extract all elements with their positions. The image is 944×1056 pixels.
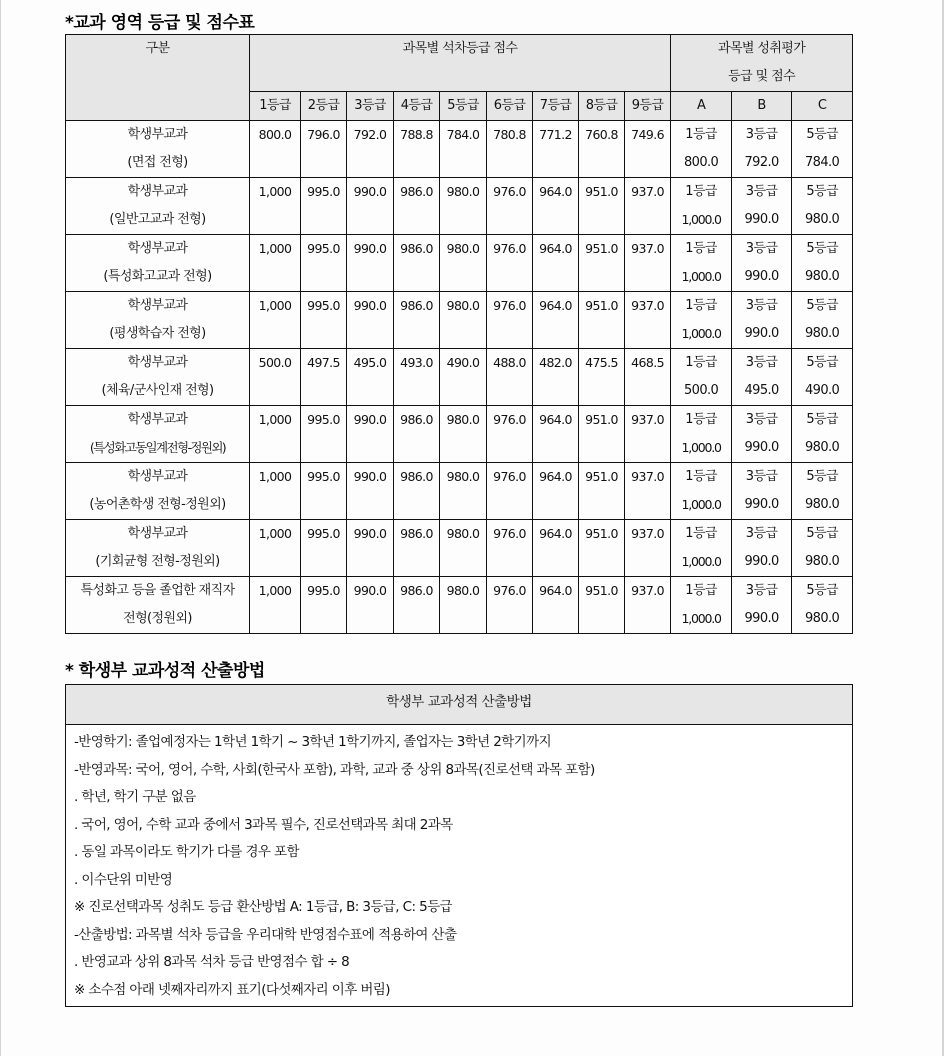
achievement-cell-a <box>671 463 732 520</box>
achievement-cell-a <box>671 349 732 406</box>
row-label1: 학생부교과 <box>127 241 188 256</box>
score-cell-grade-3: 792.0 <box>347 121 394 178</box>
score-cell-grade-4: 986.0 <box>394 235 440 292</box>
achievement-grade: 5등급 <box>806 412 838 427</box>
achievement-cell-c <box>792 463 853 520</box>
achievement-score: 990.0 <box>744 554 779 569</box>
row-label <box>66 406 250 463</box>
row-label2: (평생학습자 전형) <box>109 326 206 341</box>
header-achievement-c: C <box>792 92 853 121</box>
achievement-score: 980.0 <box>805 269 840 284</box>
achievement-grade: 5등급 <box>806 127 838 142</box>
row-label2: (특성화고동일계전형-정원외) <box>89 440 226 455</box>
method-line: ※ 소수점 아래 넷째자리까지 표기(다섯째자리 이후 버림) <box>74 981 390 998</box>
achievement-cell-c <box>792 406 853 463</box>
score-cell-grade-7: 964.0 <box>533 577 579 634</box>
score-cell-grade-7: 964.0 <box>533 292 579 349</box>
score-cell-grade-9: 937.0 <box>625 178 671 235</box>
method-line: . 반영교과 상위 8과목 석차 등급 반영점수 합 ÷ 8 <box>74 954 350 970</box>
achievement-grade: 3등급 <box>745 127 778 142</box>
achievement-grade: 5등급 <box>806 583 838 598</box>
achievement-cell-b <box>732 520 792 577</box>
score-cell-grade-6: 976.0 <box>487 235 533 292</box>
score-cell-grade-6: 976.0 <box>487 520 533 577</box>
grade-table-title: *교과 영역 등급 및 점수표 <box>65 13 255 33</box>
score-cell-grade-5: 980.0 <box>440 178 487 235</box>
achievement-cell-b <box>732 577 792 634</box>
achievement-score: 500.0 <box>683 383 719 398</box>
score-cell-grade-3: 990.0 <box>347 406 394 463</box>
achievement-grade: 3등급 <box>745 355 778 370</box>
achievement-score: 1,000.0 <box>681 269 721 284</box>
method-line: . 국어, 영어, 수학 교과 중에서 3과목 필수, 진로선택과목 최대 2과목 <box>74 816 453 833</box>
achievement-grade: 3등급 <box>745 469 778 484</box>
row-label <box>66 577 250 634</box>
table-row <box>66 121 853 178</box>
achievement-cell-c <box>792 235 853 292</box>
score-cell-grade-9: 937.0 <box>625 463 671 520</box>
score-cell-grade-3: 990.0 <box>347 577 394 634</box>
score-cell-grade-4: 788.8 <box>394 121 440 178</box>
score-cell-grade-8: 951.0 <box>579 577 625 634</box>
score-cell-grade-2: 995.0 <box>301 406 347 463</box>
score-cell-grade-1: 500.0 <box>250 349 301 406</box>
score-cell-grade-2: 796.0 <box>301 121 347 178</box>
method-box <box>65 684 853 1007</box>
achievement-cell-a <box>671 406 732 463</box>
header-rank-group: 과목별 석차등급 점수 <box>250 35 671 92</box>
score-cell-grade-7: 964.0 <box>533 178 579 235</box>
achievement-score: 990.0 <box>744 440 779 455</box>
achievement-grade: 1등급 <box>685 184 717 199</box>
header-grade-2: 2등급 <box>301 92 347 121</box>
achievement-grade: 5등급 <box>806 469 838 484</box>
score-cell-grade-9: 749.6 <box>625 121 671 178</box>
achievement-score: 980.0 <box>805 326 840 341</box>
row-label1: 학생부교과 <box>127 127 188 142</box>
achievement-grade: 5등급 <box>806 355 838 370</box>
score-cell-grade-3: 495.0 <box>347 349 394 406</box>
score-cell-grade-6: 976.0 <box>487 292 533 349</box>
score-cell-grade-9: 937.0 <box>625 577 671 634</box>
score-cell-grade-8: 951.0 <box>579 235 625 292</box>
achievement-score: 784.0 <box>805 155 840 170</box>
score-cell-grade-3: 990.0 <box>347 292 394 349</box>
score-cell-grade-1: 1,000 <box>250 178 301 235</box>
score-cell-grade-6: 976.0 <box>487 406 533 463</box>
score-cell-grade-2: 995.0 <box>301 235 347 292</box>
method-title: * 학생부 교과성적 산출방법 <box>65 661 265 681</box>
achievement-grade: 1등급 <box>685 127 717 142</box>
achievement-grade: 5등급 <box>806 298 838 313</box>
score-cell-grade-4: 986.0 <box>394 178 440 235</box>
achievement-score: 1,000.0 <box>681 212 721 227</box>
achievement-score: 495.0 <box>744 383 779 398</box>
score-cell-grade-8: 951.0 <box>579 463 625 520</box>
achievement-score: 1,000.0 <box>681 611 721 626</box>
row-label2: (농어촌학생 전형-정원외) <box>89 497 226 512</box>
achievement-cell-c <box>792 520 853 577</box>
method-line: -반영과목: 국어, 영어, 수학, 사회(한국사 포함), 과학, 교과 중 상위 8과목(진로선택 과목 포함) <box>74 761 595 778</box>
achievement-cell-c <box>792 577 853 634</box>
score-cell-grade-6: 976.0 <box>487 463 533 520</box>
score-cell-grade-7: 964.0 <box>533 520 579 577</box>
grade-score-table <box>65 34 853 634</box>
achievement-score: 800.0 <box>683 155 719 170</box>
method-line: -반영학기: 졸업예정자는 1학년 1학기 ~ 3학년 1학기까지, 졸업자는 3학년 2학기까지 <box>74 734 552 750</box>
score-cell-grade-6: 976.0 <box>487 577 533 634</box>
achievement-score: 490.0 <box>805 383 840 398</box>
achievement-score: 990.0 <box>744 611 779 626</box>
score-cell-grade-1: 1,000 <box>250 235 301 292</box>
achievement-grade: 1등급 <box>685 583 717 598</box>
score-cell-grade-5: 784.0 <box>440 121 487 178</box>
row-label1: 특성화고 등을 졸업한 재직자 <box>80 583 235 598</box>
score-cell-grade-6: 976.0 <box>487 178 533 235</box>
row-label1: 학생부교과 <box>127 355 188 370</box>
row-label1: 학생부교과 <box>127 526 188 541</box>
score-cell-grade-5: 980.0 <box>440 520 487 577</box>
header-grade-3: 3등급 <box>347 92 394 121</box>
achievement-cell-c <box>792 121 853 178</box>
row-label <box>66 520 250 577</box>
grade-table-body <box>66 121 853 634</box>
achievement-grade: 3등급 <box>745 583 778 598</box>
score-cell-grade-4: 986.0 <box>394 292 440 349</box>
achievement-grade: 5등급 <box>806 184 838 199</box>
achievement-score: 792.0 <box>744 155 779 170</box>
method-box-header: 학생부 교과성적 산출방법 <box>66 685 852 725</box>
row-label1: 학생부교과 <box>127 412 188 427</box>
method-line: . 동일 과목이라도 학기가 다를 경우 포함 <box>74 844 299 860</box>
score-cell-grade-1: 800.0 <box>250 121 301 178</box>
row-label1: 학생부교과 <box>127 184 188 199</box>
achievement-score: 1,000.0 <box>681 554 721 569</box>
score-cell-grade-4: 986.0 <box>394 577 440 634</box>
score-cell-grade-6: 780.8 <box>487 121 533 178</box>
score-cell-grade-2: 995.0 <box>301 292 347 349</box>
achievement-cell-b <box>732 292 792 349</box>
score-cell-grade-5: 980.0 <box>440 235 487 292</box>
row-label2: (일반고교과 전형) <box>109 212 206 227</box>
header-achievement-line2: 등급 및 점수 <box>728 69 796 84</box>
method-line: -산출방법: 과목별 석차 등급을 우리대학 반영점수표에 적용하여 산출 <box>74 926 457 943</box>
achievement-cell-a <box>671 520 732 577</box>
score-cell-grade-5: 980.0 <box>440 577 487 634</box>
achievement-score: 990.0 <box>744 326 779 341</box>
row-label <box>66 349 250 406</box>
header-grade-8: 8등급 <box>579 92 625 121</box>
score-cell-grade-4: 986.0 <box>394 520 440 577</box>
achievement-cell-a <box>671 178 732 235</box>
header-grade-4: 4등급 <box>394 92 440 121</box>
score-cell-grade-1: 1,000 <box>250 520 301 577</box>
row-label <box>66 235 250 292</box>
table-row <box>66 406 853 463</box>
achievement-score: 990.0 <box>744 212 779 227</box>
score-cell-grade-2: 995.0 <box>301 520 347 577</box>
achievement-grade: 3등급 <box>745 298 778 313</box>
score-cell-grade-9: 937.0 <box>625 406 671 463</box>
achievement-grade: 1등급 <box>685 412 717 427</box>
achievement-cell-b <box>732 235 792 292</box>
score-cell-grade-4: 986.0 <box>394 463 440 520</box>
score-cell-grade-8: 951.0 <box>579 292 625 349</box>
table-row <box>66 349 853 406</box>
achievement-cell-a <box>671 235 732 292</box>
achievement-score: 980.0 <box>805 497 840 512</box>
achievement-cell-a <box>671 577 732 634</box>
score-cell-grade-3: 990.0 <box>347 520 394 577</box>
method-line: . 학년, 학기 구분 없음 <box>74 789 196 805</box>
table-row <box>66 463 853 520</box>
header-grade-5: 5등급 <box>440 92 487 121</box>
row-label <box>66 178 250 235</box>
score-cell-grade-8: 951.0 <box>579 520 625 577</box>
achievement-cell-b <box>732 349 792 406</box>
achievement-score: 990.0 <box>744 497 779 512</box>
achievement-grade: 5등급 <box>806 526 838 541</box>
row-label2: (면접 전형) <box>127 155 188 170</box>
method-line: ※ 진로선택과목 성취도 등급 환산방법 A: 1등급, B: 3등급, C: 5등급 <box>74 899 452 915</box>
achievement-cell-b <box>732 463 792 520</box>
achievement-cell-b <box>732 178 792 235</box>
score-cell-grade-2: 995.0 <box>301 178 347 235</box>
score-cell-grade-3: 990.0 <box>347 235 394 292</box>
method-line: . 이수단위 미반영 <box>74 871 173 888</box>
row-label2: (체육/군사인재 전형) <box>101 383 214 398</box>
achievement-grade: 3등급 <box>745 526 778 541</box>
achievement-score: 980.0 <box>805 554 840 569</box>
score-cell-grade-8: 760.8 <box>579 121 625 178</box>
score-cell-grade-7: 482.0 <box>533 349 579 406</box>
achievement-score: 990.0 <box>744 269 779 284</box>
table-row <box>66 178 853 235</box>
achievement-score: 1,000.0 <box>681 497 721 512</box>
achievement-cell-b <box>732 121 792 178</box>
score-cell-grade-9: 937.0 <box>625 520 671 577</box>
achievement-grade: 1등급 <box>685 241 717 256</box>
achievement-score: 980.0 <box>805 611 840 626</box>
score-cell-grade-1: 1,000 <box>250 463 301 520</box>
score-cell-grade-9: 937.0 <box>625 292 671 349</box>
achievement-cell-a <box>671 121 732 178</box>
achievement-cell-c <box>792 178 853 235</box>
row-label1: 학생부교과 <box>127 298 188 313</box>
score-cell-grade-8: 951.0 <box>579 178 625 235</box>
achievement-grade: 3등급 <box>745 412 778 427</box>
table-row <box>66 577 853 634</box>
achievement-grade: 5등급 <box>806 241 838 256</box>
score-cell-grade-9: 468.5 <box>625 349 671 406</box>
score-cell-grade-8: 475.5 <box>579 349 625 406</box>
score-cell-grade-5: 980.0 <box>440 406 487 463</box>
header-achievement-line1: 과목별 성취평가 <box>717 41 806 56</box>
score-cell-grade-5: 980.0 <box>440 463 487 520</box>
score-cell-grade-1: 1,000 <box>250 406 301 463</box>
method-box-body <box>66 725 852 1004</box>
table-row <box>66 235 853 292</box>
header-grade-7: 7등급 <box>533 92 579 121</box>
table-row <box>66 520 853 577</box>
score-cell-grade-5: 490.0 <box>440 349 487 406</box>
achievement-grade: 1등급 <box>685 355 717 370</box>
header-achievement-group <box>671 35 853 92</box>
score-cell-grade-2: 995.0 <box>301 577 347 634</box>
row-label1: 학생부교과 <box>127 469 188 484</box>
score-cell-grade-8: 951.0 <box>579 406 625 463</box>
score-cell-grade-7: 964.0 <box>533 463 579 520</box>
header-grade-9: 9등급 <box>625 92 671 121</box>
score-cell-grade-3: 990.0 <box>347 178 394 235</box>
achievement-cell-b <box>732 406 792 463</box>
header-grade-6: 6등급 <box>487 92 533 121</box>
achievement-score: 1,000.0 <box>681 326 721 341</box>
achievement-score: 980.0 <box>805 440 840 455</box>
row-label2: 전형(정원외) <box>123 611 192 626</box>
header-category: 구분 <box>66 35 250 121</box>
row-label <box>66 292 250 349</box>
score-cell-grade-7: 964.0 <box>533 235 579 292</box>
achievement-score: 1,000.0 <box>681 440 721 455</box>
achievement-grade: 1등급 <box>685 526 717 541</box>
header-grade-1: 1등급 <box>250 92 301 121</box>
score-cell-grade-7: 964.0 <box>533 406 579 463</box>
achievement-grade: 1등급 <box>685 469 717 484</box>
achievement-cell-a <box>671 292 732 349</box>
score-cell-grade-1: 1,000 <box>250 577 301 634</box>
header-achievement-b: B <box>732 92 792 121</box>
achievement-grade: 3등급 <box>745 241 778 256</box>
score-cell-grade-5: 980.0 <box>440 292 487 349</box>
row-label2: (특성화고교과 전형) <box>103 269 212 284</box>
score-cell-grade-7: 771.2 <box>533 121 579 178</box>
achievement-cell-c <box>792 292 853 349</box>
score-cell-grade-2: 995.0 <box>301 463 347 520</box>
row-label <box>66 121 250 178</box>
table-row <box>66 292 853 349</box>
row-label <box>66 463 250 520</box>
achievement-grade: 3등급 <box>745 184 778 199</box>
achievement-grade: 1등급 <box>685 298 717 313</box>
score-cell-grade-6: 488.0 <box>487 349 533 406</box>
score-cell-grade-2: 497.5 <box>301 349 347 406</box>
score-cell-grade-9: 937.0 <box>625 235 671 292</box>
score-cell-grade-1: 1,000 <box>250 292 301 349</box>
score-cell-grade-3: 990.0 <box>347 463 394 520</box>
header-achievement-a: A <box>671 92 732 121</box>
score-cell-grade-4: 986.0 <box>394 406 440 463</box>
row-label2: (기회균형 전형-정원외) <box>95 554 220 569</box>
achievement-cell-c <box>792 349 853 406</box>
score-cell-grade-4: 493.0 <box>394 349 440 406</box>
achievement-score: 980.0 <box>805 212 840 227</box>
